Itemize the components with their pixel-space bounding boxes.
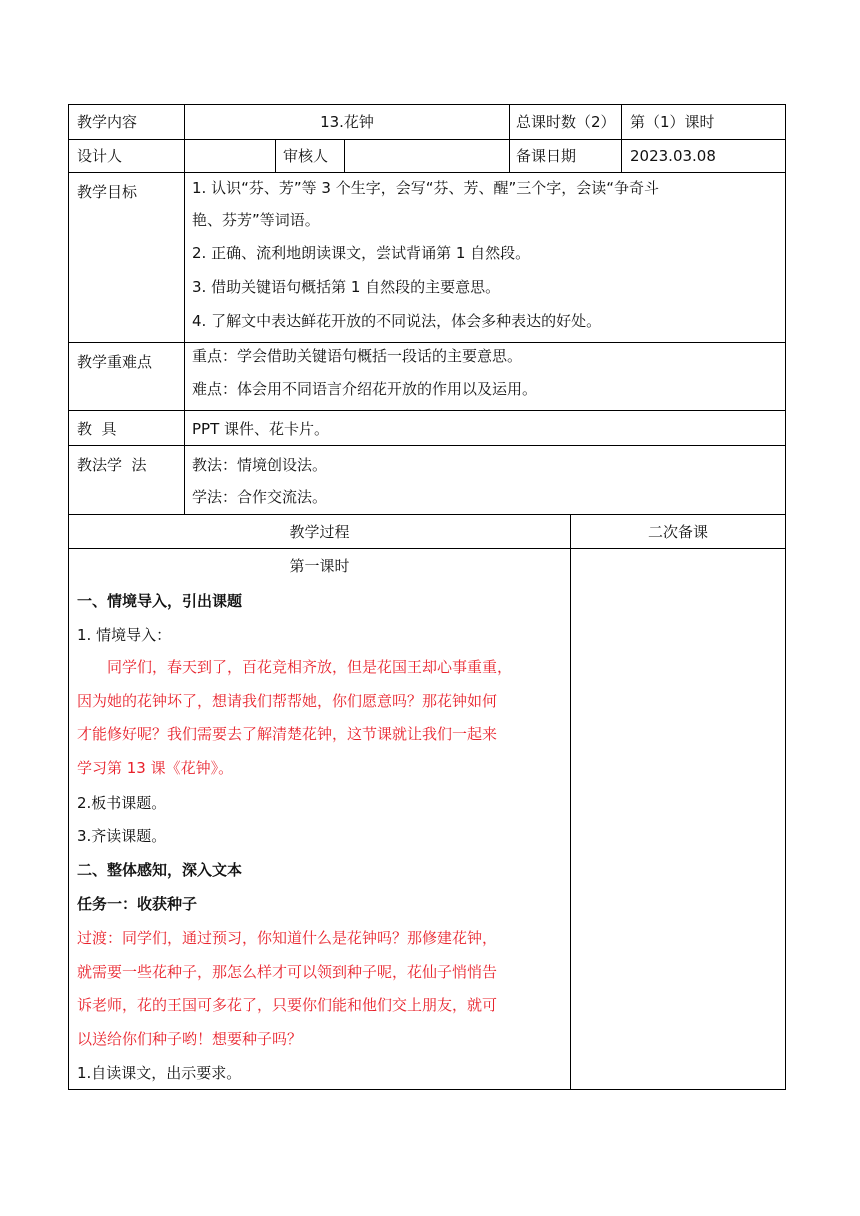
process-header: 教学过程 [289, 523, 350, 541]
teaching-method: 教法：情境创设法。 [192, 456, 328, 474]
lesson-heading: 第一课时 [289, 557, 350, 575]
transition-line: 诉老师，花的王国可多花了，只要你们能和他们交上朋友，就可 [77, 996, 498, 1014]
step-4: 1.自读课文，出示要求。 [77, 1064, 242, 1082]
methods-label: 教法学 法 [77, 456, 147, 474]
intro-line: 因为她的花钟坏了，想请我们帮帮她，你们愿意吗？那花钟如何 [77, 692, 498, 710]
learning-method: 学法：合作交流法。 [192, 488, 328, 506]
transition-line: 以送给你们种子哟！想要种子吗？ [77, 1030, 303, 1048]
objectives-label: 教学目标 [77, 183, 138, 201]
tools-label: 教 具 [77, 420, 117, 438]
objective-line: 4. 了解文中表达鲜花开放的不同说法，体会多种表达的好处。 [192, 312, 602, 330]
reviewer-label: 审核人 [283, 147, 329, 165]
step-2: 2.板书课题。 [77, 794, 167, 812]
step-1: 1. 情境导入： [77, 626, 172, 644]
prep-date-value: 2023.03.08 [630, 147, 716, 165]
tools-value: PPT 课件、花卡片。 [192, 420, 330, 438]
transition-line: 过渡：同学们，通过预习，你知道什么是花钟吗？那修建花钟， [77, 929, 498, 947]
intro-line: 才能修好呢？我们需要去了解清楚花钟，这节课就让我们一起来 [77, 725, 498, 743]
current-hour: 第（1）课时 [630, 113, 715, 131]
key-point-focus: 重点：学会借助关键语句概括一段话的主要意思。 [192, 347, 523, 365]
key-points-label: 教学重难点 [77, 353, 153, 371]
intro-line: 学习第 13 课《花钟》。 [77, 759, 234, 777]
second-prep-header: 二次备课 [647, 523, 708, 541]
objective-line: 艳、芬芳”等词语。 [192, 211, 320, 229]
content-label: 教学内容 [77, 113, 138, 131]
key-point-difficulty: 难点：体会用不同语言介绍花开放的作用以及运用。 [192, 380, 538, 398]
task-1-title: 任务一：收获种子 [77, 895, 198, 913]
designer-label: 设计人 [77, 147, 123, 165]
objective-line: 1. 认识“芬、芳”等 3 个生字，会写“芬、芳、醒”三个字，会读“争奇斗 [192, 179, 660, 197]
section-1-title: 一、情境导入，引出课题 [77, 592, 243, 610]
section-2-title: 二、整体感知，深入文本 [77, 861, 243, 879]
lesson-title: 13.花钟 [320, 113, 374, 131]
objective-line: 3. 借助关键语句概括第 1 自然段的主要意思。 [192, 278, 501, 296]
total-hours: 总课时数（2） [516, 113, 616, 131]
transition-line: 就需要一些花种子，那怎么样才可以领到种子呢，花仙子悄悄告 [77, 963, 498, 981]
step-3: 3.齐读课题。 [77, 827, 167, 845]
intro-line: 同学们，春天到了，百花竞相齐放，但是花国王却心事重重， [107, 658, 513, 676]
objective-line: 2. 正确、流利地朗读课文，尝试背诵第 1 自然段。 [192, 244, 531, 262]
prep-date-label: 备课日期 [516, 147, 577, 165]
